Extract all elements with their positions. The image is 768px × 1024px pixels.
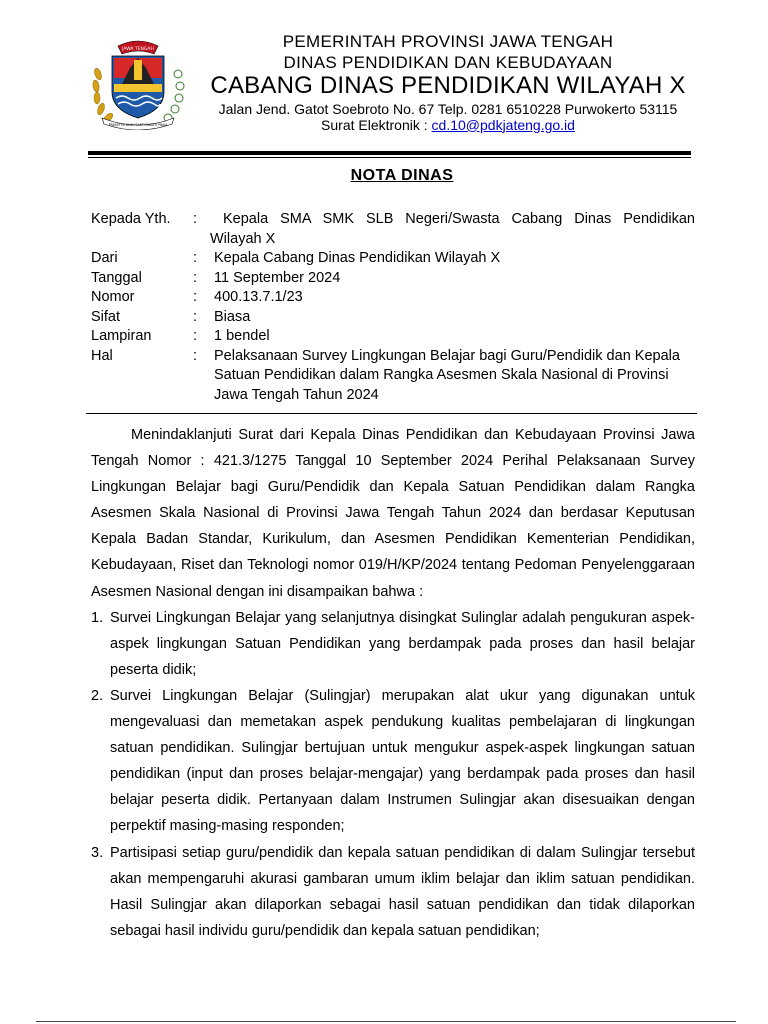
meta-colon: : — [193, 250, 198, 266]
meta-value-kepada-2: Wilayah X — [210, 230, 276, 247]
list-item — [91, 605, 695, 683]
meta-value-sifat: Biasa — [214, 308, 251, 325]
meta-row-hal — [91, 347, 695, 406]
list-item — [91, 683, 695, 840]
meta-row-lampiran — [91, 327, 695, 347]
meta-label-kepada: Kepada Yth. — [91, 211, 171, 227]
meta-label-sifat: Sifat — [91, 308, 121, 325]
meta-label-hal: Hal — [91, 347, 113, 364]
list-item-number: 1. — [91, 609, 104, 626]
meta-row-sifat — [91, 308, 695, 328]
meta-label-dari: Dari — [91, 250, 118, 266]
list-item-text: Survei Lingkungan Belajar (Sulingjar) merupakan alat ukur yang digunakan untuk mengevaluasi dan memetakan aspek pendukung kualitas pembelajaran di lingkungan satuan pendidikan. Sulingjar bertujuan untuk mengukur aspek-aspek lingkungan satuan pendidikan (input dan proses belajar-mengajar) yang berdampak pada proses dan hasil belajar peserta didik. Pertanyaan dalam Instrumen Sulingjar akan disesuaikan dengan perpektif masing-masing responden; — [110, 687, 695, 835]
meta-colon: : — [193, 347, 198, 364]
meta-colon: : — [193, 211, 198, 227]
meta-colon: : — [193, 269, 198, 286]
memo-metadata — [91, 210, 695, 405]
header-government: PEMERINTAH PROVINSI JAWA TENGAH — [282, 32, 614, 51]
meta-label-lampiran: Lampiran — [91, 328, 152, 344]
document-title: NOTA DINAS — [350, 167, 454, 184]
logo-ribbon-text: PRASETYA ULAH SAKTI BHAKTI PRAJA — [108, 123, 168, 127]
meta-spacer — [91, 230, 193, 250]
meta-value-kepada — [214, 210, 695, 230]
meta-value-lampiran: 1 bendel — [214, 328, 270, 344]
meta-colon: : — [193, 308, 198, 325]
header-email-link[interactable]: cd.10@pdkjateng.go.id — [431, 116, 575, 133]
meta-row-kepada — [91, 210, 695, 230]
header-email-line — [188, 117, 708, 133]
list-item-text: Partisipasi setiap guru/pendidik dan kepala satuan pendidikan di dalam Sulingjar tersebut akan mempengaruhi akurasi gambaran umum iklim belajar dan iklim satuan pendidikan. Hasil Sulingjar akan dilaporkan sebagai hasil satuan pendidikan dan tidak dilaporkan sebagai hasil individu guru/pendidik dan kepala satuan pendidikan; — [110, 844, 695, 939]
header-email-label: Surat Elektronik : — [321, 116, 432, 133]
meta-row-dari — [91, 249, 695, 269]
metadata-separator — [86, 413, 697, 414]
province-logo — [88, 34, 188, 130]
meta-row-kepada-cont — [91, 230, 695, 250]
page-bottom-edge — [36, 1021, 736, 1022]
letterhead-rule-thick — [88, 151, 691, 155]
list-item-number: 2. — [91, 687, 104, 704]
letterhead-rule-thin — [88, 157, 691, 158]
meta-value-hal: Pelaksanaan Survey Lingkungan Belajar bagi Guru/Pendidik dan Kepala Satuan Pendidikan dalam Rangka Asesmen Skala Nasional di Provinsi Jawa Tengah Tahun 2024 — [214, 347, 680, 403]
meta-value-kepada-text: Kepala SMA SMK SLB Negeri/Swasta Cabang Dinas Pendidikan — [223, 211, 695, 227]
points-list — [91, 605, 695, 944]
meta-label-tanggal: Tanggal — [91, 269, 142, 286]
memo-body — [91, 422, 695, 944]
meta-label-nomor: Nomor — [91, 289, 135, 305]
list-item — [91, 840, 695, 944]
logo-top-text: JAWA TENGAH — [122, 47, 154, 52]
letterhead — [188, 32, 708, 133]
header-address: Jalan Jend. Gatot Soebroto No. 67 Telp. 0281 6510228 Purwokerto 53115 — [218, 100, 678, 117]
meta-value-dari: Kepala Cabang Dinas Pendidikan Wilayah X — [214, 250, 501, 266]
header-department: DINAS PENDIDIKAN DAN KEBUDAYAAN — [283, 52, 613, 72]
meta-colon: : — [193, 289, 198, 305]
meta-row-nomor — [91, 288, 695, 308]
meta-row-tanggal — [91, 269, 695, 289]
list-item-number: 3. — [91, 844, 104, 861]
meta-colon: : — [193, 328, 198, 344]
meta-value-tanggal: 11 September 2024 — [214, 269, 341, 286]
header-branch: CABANG DINAS PENDIDIKAN WILAYAH X — [210, 72, 686, 100]
meta-value-nomor: 400.13.7.1/23 — [214, 289, 303, 305]
intro-paragraph: Menindaklanjuti Surat dari Kepala Dinas Pendidikan dan Kebudayaan Provinsi Jawa Tengah Nomor : 421.3/1275 Tanggal 10 September 2024 Perihal Pelaksanaan Survey Lingkungan Belajar bagi Guru/Pendidik dan Kepala Satuan Pendidikan dalam Rangka Asesmen Skala Nasional di Provinsi Jawa Tengah Tahun 2024 dan berdasar Keputusan Kepala Badan Standar, Kurikulum, dan Asesmen Pendidikan Kementerian Pendidikan, Kebudayaan, Riset dan Teknologi nomor 019/H/KP/2024 tentang Pedoman Penyelenggaraan Asesmen Nasional dengan ini disampaikan bahwa : — [91, 427, 695, 600]
list-item-text: Survei Lingkungan Belajar yang selanjutnya disingkat Sulinglar adalah pengukuran aspek-aspek lingkungan Satuan Pendidikan yang berdampak pada proses dan hasil belajar peserta didik; — [110, 609, 695, 678]
